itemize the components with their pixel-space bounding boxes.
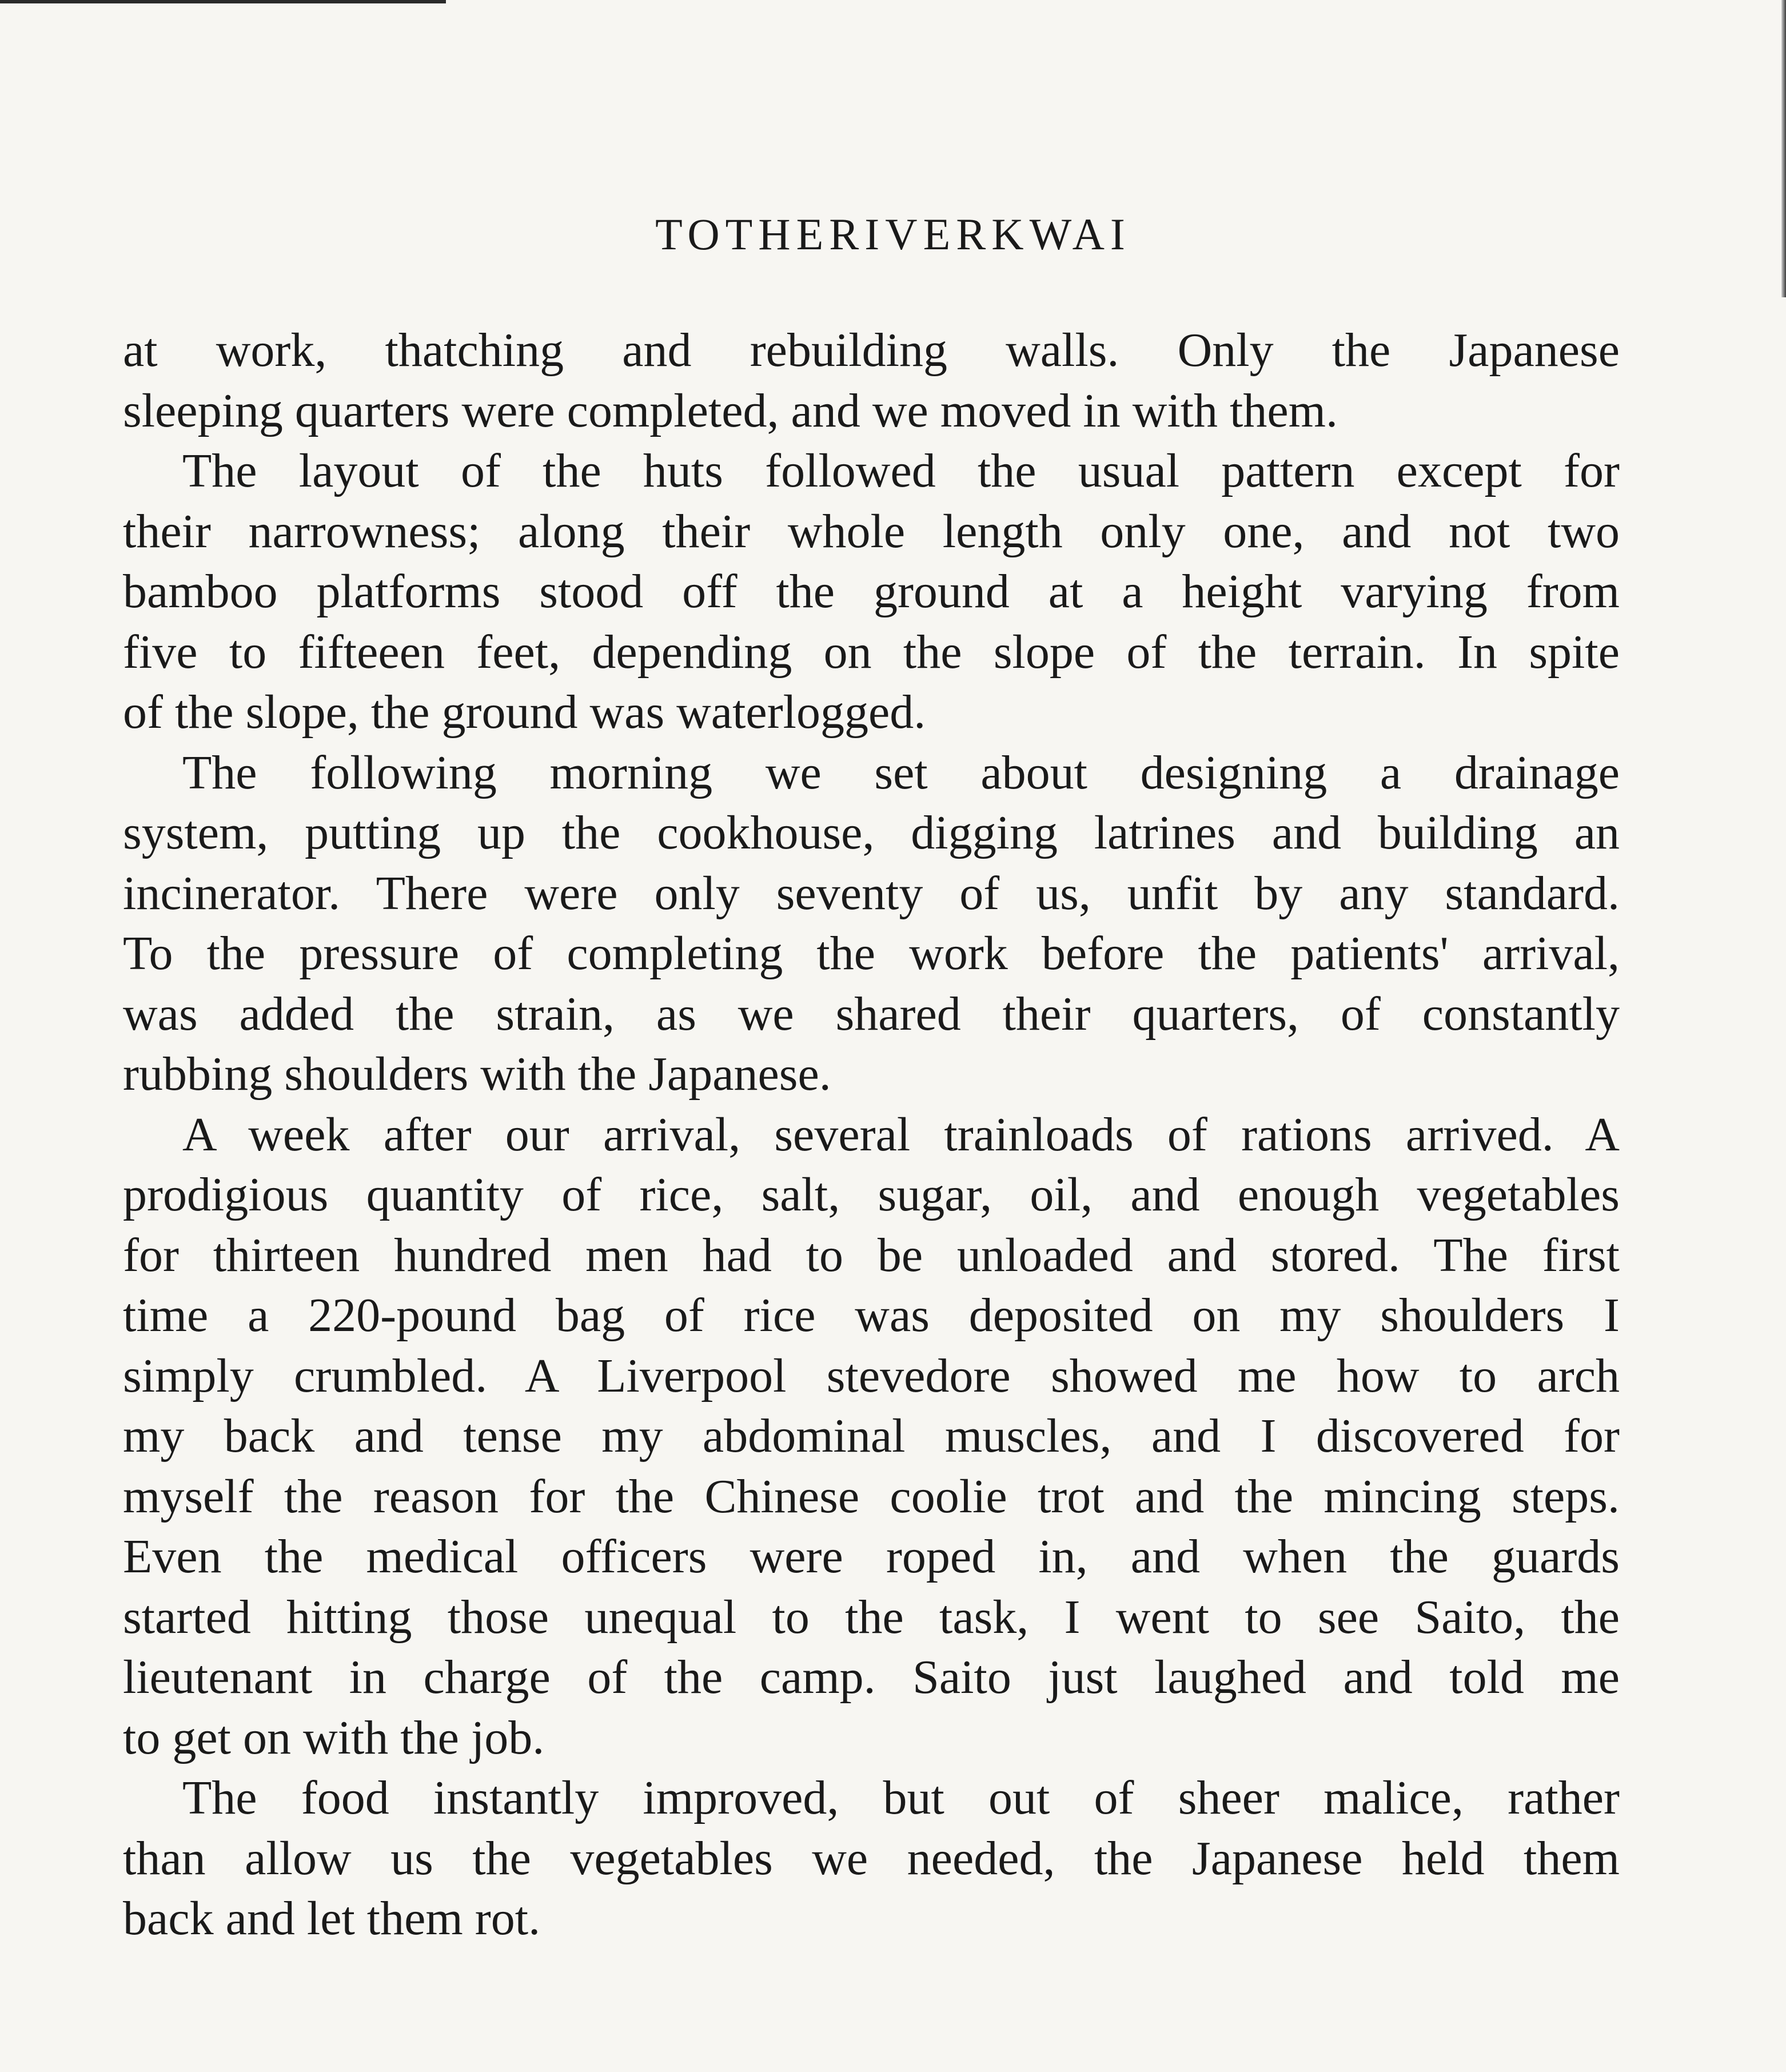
text-line: prodigious quantity of rice, salt, sugar, oil, and enough vegetables (123, 1168, 1620, 1221)
text-line: A week after our arrival, several trainloads of rations arrived. A (182, 1107, 1620, 1161)
text-line: started hitting those unequal to the task, I went to see Saito, the (123, 1590, 1620, 1644)
text-line: sleeping quarters were completed, and we moved in with them. (123, 384, 1338, 437)
text-line: The following morning we set about designing a drainage (182, 746, 1620, 799)
text-line: rubbing shoulders with the Japanese. (123, 1047, 831, 1101)
text-line: at work, thatching and rebuilding walls. Only the Japanese (123, 324, 1620, 377)
text-line: back and let them rot. (123, 1892, 541, 1945)
text-line: time a 220-pound bag of rice was deposited on my shoulders I (123, 1289, 1620, 1342)
text-line: than allow us the vegetables we needed, the Japanese held them (123, 1831, 1620, 1885)
text-line: to get on with the job. (123, 1711, 545, 1764)
text-line: bamboo platforms stood off the ground at a height varying from (123, 565, 1620, 618)
text-line: was added the strain, as we shared their quarters, of constantly (123, 987, 1620, 1041)
text-line: of the slope, the ground was waterlogged. (123, 686, 926, 739)
text-line: lieutenant in charge of the camp. Saito just laughed and told me (123, 1651, 1620, 1704)
text-line: system, putting up the cookhouse, digging latrines and building an (123, 806, 1620, 859)
text-line: The layout of the huts followed the usual pattern except for (182, 444, 1620, 497)
scan-edge-top (0, 0, 446, 3)
body-text (123, 320, 1620, 1949)
text-line: simply crumbled. A Liverpool stevedore showed me how to arch (123, 1349, 1620, 1402)
text-line: myself the reason for the Chinese coolie trot and the mincing steps. (123, 1469, 1620, 1523)
text-line: incinerator. There were only seventy of us, unfit by any standard. (123, 866, 1620, 920)
text-line: five to fifteeen feet, depending on the slope of the terrain. In spite (123, 625, 1620, 679)
running-head: TOTHERIVERKWAI (655, 209, 1131, 259)
text-line: Even the medical officers were roped in, and when the guards (123, 1530, 1620, 1583)
text-line: for thirteen hundred men had to be unloaded and stored. The first (123, 1228, 1620, 1282)
text-line: The food instantly improved, but out of sheer malice, rather (182, 1771, 1620, 1824)
text-line: my back and tense my abdominal muscles, and I discovered for (123, 1409, 1620, 1463)
text-line: To the pressure of completing the work before the patients' arrival, (123, 927, 1620, 980)
text-line: their narrowness; along their whole length only one, and not two (123, 504, 1620, 558)
